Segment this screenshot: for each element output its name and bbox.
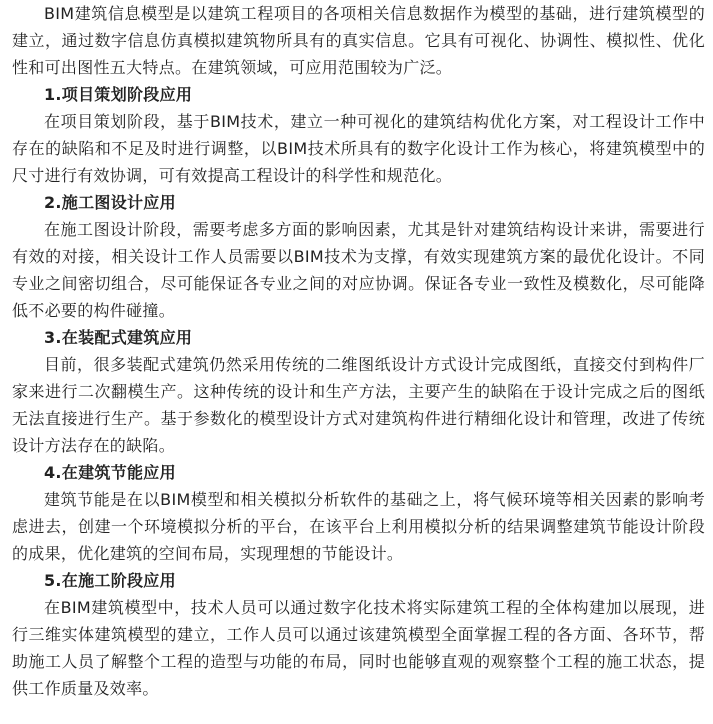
section-heading-4: 4.在建筑节能应用 <box>44 463 176 482</box>
section-paragraph-1: 在项目策划阶段，基于BIM技术，建立一种可视化的建筑结构优化方案，对工程设计工作中存在的缺陷和不足及时进行调整，以BIM技术所具有的数字化设计工作为核心，将建筑模型中的尺寸进行有效协调，可有效提高工程设计的科学性和规范化。 <box>12 112 705 185</box>
section-paragraph-3: 目前，很多装配式建筑仍然采用传统的二维图纸设计方式设计完成图纸，直接交付到构件厂家来进行二次翻模生产。这种传统的设计和生产方法，主要产生的缺陷在于设计完成之后的图纸无法直接进行生产。基于参数化的模型设计方式对建筑构件进行精细化设计和管理，改进了传统设计方法存在的缺陷。 <box>12 355 705 455</box>
section-heading-3: 3.在装配式建筑应用 <box>44 328 193 347</box>
section-paragraph-5: 在BIM建筑模型中，技术人员可以通过数字化技术将实际建筑工程的全体构建加以展现，进行三维实体建筑模型的建立，工作人员可以通过该建筑模型全面掌握工程的各方面、各环节，帮助施工人员了解整个工程的造型与功能的布局，同时也能够直观的观察整个工程的施工状态，提供工作质量及效率。 <box>12 598 705 698</box>
section-paragraph-2: 在施工图设计阶段，需要考虑多方面的影响因素，尤其是针对建筑结构设计来讲，需要进行有效的对接，相关设计工作人员需要以BIM技术为支撑，有效实现建筑方案的最优化设计。不同专业之间密切组合，尽可能保证各专业之间的对应协调。保证各专业一致性及模数化，尽可能降低不必要的构件碰撞。 <box>12 220 705 320</box>
intro-paragraph: BIM建筑信息模型是以建筑工程项目的各项相关信息数据作为模型的基础，进行建筑模型的建立，通过数字信息仿真模拟建筑物所具有的真实信息。它具有可视化、协调性、模拟性、优化性和可出图性五大特点。在建筑领域，可应用范围较为广泛。 <box>12 4 705 77</box>
section-heading-2: 2.施工图设计应用 <box>44 193 176 212</box>
section-heading-1: 1.项目策划阶段应用 <box>44 85 193 104</box>
section-paragraph-4: 建筑节能是在以BIM模型和相关模拟分析软件的基础之上，将气候环境等相关因素的影响考虑进去，创建一个环境模拟分析的平台，在该平台上利用模拟分析的结果调整建筑节能设计阶段的成果，优化建筑的空间布局，实现理想的节能设计。 <box>12 490 705 563</box>
section-heading-5: 5.在施工阶段应用 <box>44 571 176 590</box>
